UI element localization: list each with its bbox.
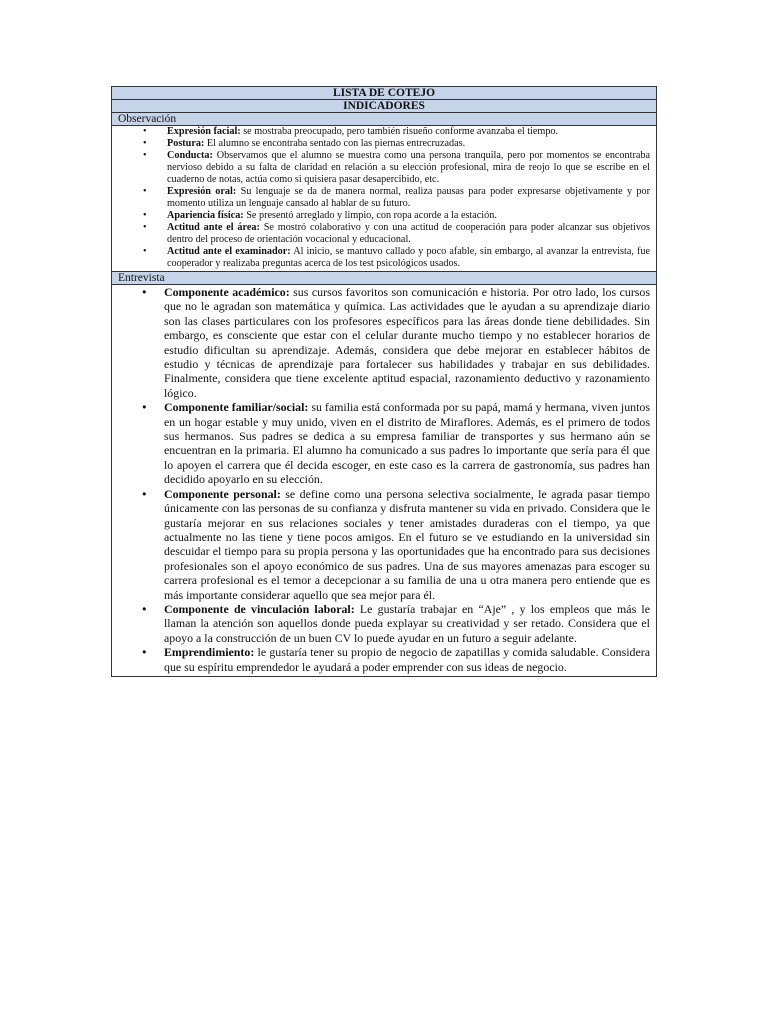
item-text: Le gustaría trabajar en “Aje” , y los empleos que más le llaman la atención son aquellos donde pueda explayar su creatividad y ser retado. Considera que el apoyo a la construcción de un buen CV lo puede ayudar en un futuro a seguir adelante. — [164, 601, 650, 645]
item-term: Expresión facial: — [167, 126, 241, 137]
item-text: le gustaría tener su propio de negocio de zapatillas y comida saludable. Considera que su espíritu emprendedor le ayudará a poder emprender con sus ideas de negocio. — [164, 645, 650, 674]
list-item — [112, 186, 656, 210]
item-term: Postura: — [167, 138, 205, 149]
entrevista-list — [112, 285, 656, 676]
item-term: Actitud ante el examinador: — [167, 246, 291, 257]
item-term: Expresión oral: — [167, 186, 237, 197]
item-term: Componente familiar/social: — [164, 400, 309, 415]
item-term: Componente de vinculación laboral: — [164, 601, 355, 616]
table-subtitle: INDICADORES — [112, 100, 656, 113]
list-item — [112, 210, 656, 222]
list-item — [112, 400, 656, 486]
item-text: Se presentó arreglado y limpio, con ropa acorde a la estación. — [243, 210, 497, 221]
list-item — [112, 222, 656, 246]
item-text: se define como una persona selectiva socialmente, le agrada pasar tiempo únicamente con las personas de su confianza y disfruta mantener su vida en privado. Considera que le gustaría mejorar en sus relaciones sociales y tener amistades duraderas con el tiempo, ya que actualmente no las tiene y tiene pocos amigos. En el futuro se ve estudiando en la universidad sin descuidar el tiempo para su propia persona y las oportunidades que ha encontrado para sus decisiones profesionales son el apoyo económico de sus padres. Una de sus mayores amenazas para escoger su carrera profesional es el temor a decepcionar a su familia de una u otra manera pero entiende que es más importante considerar aquello que sea mejor para él. — [164, 486, 650, 602]
entrevista-section — [112, 285, 656, 676]
list-item — [112, 246, 656, 270]
item-term: Conducta: — [167, 150, 213, 161]
item-text: se mostraba preocupado, pero también risueño conforme avanzaba el tiempo. — [240, 126, 559, 137]
item-text: Observamos que el alumno se muestra como una persona tranquila, pero por momentos se encontraba nervioso debido a su falta de claridad en relación a su elección profesional, mira de reojo lo que se escribe en el cuaderno de notas, actúa como si quisiera pasar desapercibido, etc. — [167, 150, 650, 185]
table-title: LISTA DE COTEJO — [112, 87, 656, 100]
item-term: Componente personal: — [164, 486, 281, 501]
observacion-list — [112, 126, 656, 271]
item-term: Actitud ante el área: — [167, 222, 260, 233]
list-item — [112, 487, 656, 602]
list-item — [112, 602, 656, 645]
section-label-observacion: Observación — [112, 113, 656, 126]
list-item — [112, 138, 656, 150]
item-text: su familia está conformada por su papá, mamá y hermana, viven juntos en un hogar estable y muy unido, viven en el distrito de Miraflores. Además, es el primero de todos sus hermanos. Sus padres se dedica a su empresa familiar de transportes y sus hermano aún se encuentran en la primaria. El alumno ha comunicado a sus padres lo importante que sería para él que lo apoyen el carrera que él decida escoger, en este caso es la carrera de gastronomía, sus padres han decidido apoyarlo en su elección. — [164, 400, 650, 487]
list-item — [112, 150, 656, 186]
item-term: Emprendimiento: — [164, 645, 255, 660]
item-term: Apariencia física: — [167, 210, 244, 221]
item-text: El alumno se encontraba sentado con las piernas entrecruzadas. — [204, 138, 466, 149]
item-text: sus cursos favoritos son comunicación e historia. Por otro lado, los cursos que no le agradan son matemática y química. Las actividades que le ayudan a su aprendizaje diario son las clases particulares con los profesores específicos para las áreas donde tiene debilidades. Sin embargo, es consciente que estar con el celular durante mucho tiempo y no establecer horarios de estudio dificultan su aprendizaje. Además, considera que debe mejorar en establecer hábitos de estudio y técnicas de aprendizaje para fortalecer sus habilidades y trabajar en sus debilidades. Finalmente, considera que tiene excelente aptitud espacial, razonamiento deductivo y razonamiento lógico. — [164, 285, 650, 400]
list-item — [112, 126, 656, 138]
item-term: Componente académico: — [164, 285, 290, 299]
section-label-entrevista: Entrevista — [112, 272, 656, 285]
checklist-table — [111, 86, 657, 677]
observacion-section — [112, 126, 656, 272]
list-item — [112, 285, 656, 400]
item-text: Se mostró colaborativo y con una actitud de cooperación para poder alcanzar sus objetivos dentro del proceso de orientación vocacional y educacional. — [167, 222, 650, 245]
item-text: Al inicio, se mantuvo callado y poco afable, sin embargo, al avanzar la entrevista, fue cooperador y realizaba preguntas acerca de los test psicológicos usados. — [167, 246, 651, 269]
item-text: Su lenguaje se da de manera normal, realiza pausas para poder expresarse objetivamente y por momento utiliza un lenguaje cansado al hablar de su futuro. — [167, 186, 650, 209]
list-item — [112, 645, 656, 674]
